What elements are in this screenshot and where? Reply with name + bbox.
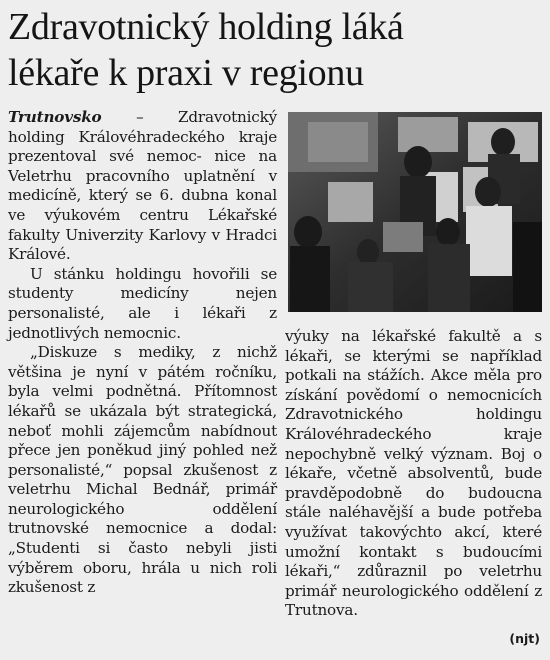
- right-column-text: výuky na lékařské fakultě a s lékaři, se kterými se například potkali na stážích. Akce měla pro získání povědomí o nemocnicích Zdravotnického holdingu Královéhradeckého kraje nepochybně velký význam. Boj o lékaře, včetně absolventů, bude pravděpodobně do budoucna stále naléhavější a bude potřeba využívat takovýchto akcí, které umožní kontakt s budoucími lékaři,“ zdůraznil po veletrhu primář neurologického oddělení z Trutnova.: [285, 327, 542, 620]
- article-column-right: [285, 327, 542, 621]
- lead-paragraph: [8, 108, 277, 265]
- headline-line-1: Zdravotnický holding láká: [8, 6, 404, 48]
- headline: [8, 4, 544, 96]
- dateline: Trutnovsko: [8, 108, 102, 126]
- photo-image: [288, 112, 542, 312]
- article-column-left: [8, 108, 277, 598]
- article-photo: [288, 112, 542, 312]
- lead-text-cont: nice na Veletrhu pracovního uplatnění v medicíně, který se 6. dubna konal ve výukovém centru Lékařské fakulty Univerzity Karlovy v Hradci Králové.: [8, 147, 277, 264]
- paragraph-3: „Diskuze s mediky, z nichž většina je nyní v pátém ročníku, byla velmi podnětná. Přítomnost lékařů se ukázala být strategická, neboť mohli zájemcům nabídnout přece jen poněkud jiný pohled než personalisté,“ popsal zkušenost z veletrhu Michal Bednář, primář neurologického oddělení trutnovské nemocnice a dodal: „Studenti si často nebyli jisti výběrem oboru, hrála u nich roli zkušenost z: [8, 343, 277, 597]
- lead-text: – Zdravotnický holding Královéhradeckého kraje prezentoval své nemoc-: [8, 108, 277, 166]
- author-signature: (njt): [509, 631, 540, 646]
- headline-line-2: lékaře k praxi v regionu: [8, 52, 364, 94]
- paragraph-2: U stánku holdingu hovořili se studenty medicíny nejen personalisté, ale i lékaři z jednotlivých nemocnic.: [8, 264, 277, 342]
